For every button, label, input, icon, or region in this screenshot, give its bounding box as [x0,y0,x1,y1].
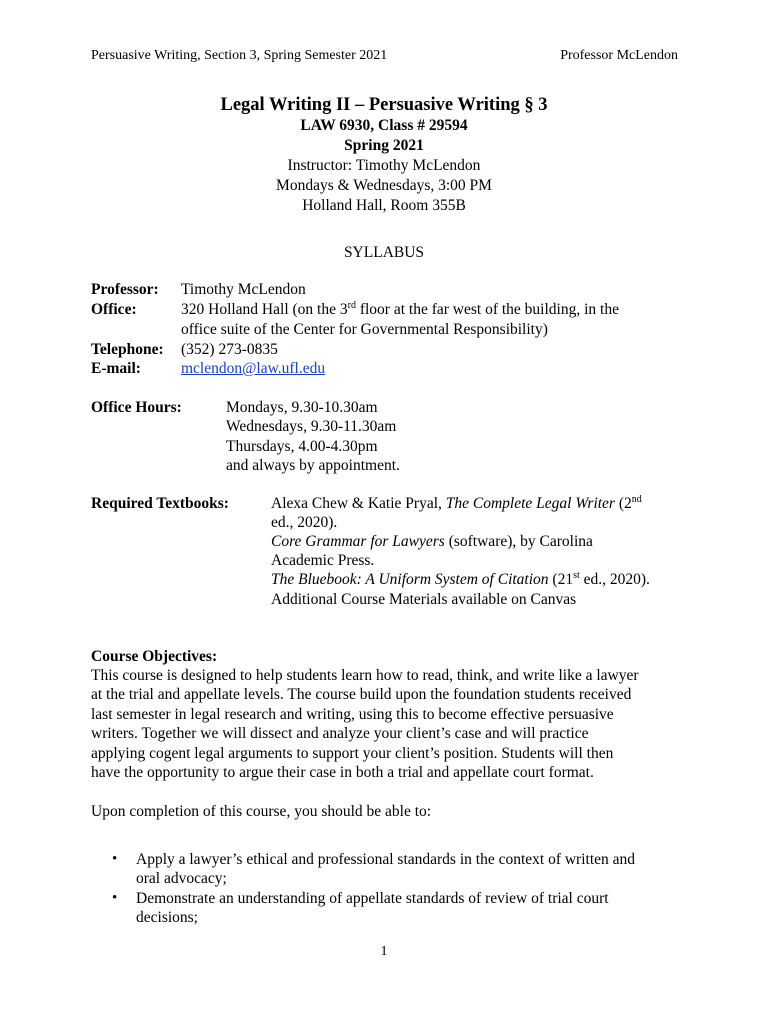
office-hours-line: Wednesdays, 9.30-11.30am [226,418,397,435]
objective-bullet-line: decisions; [136,909,198,926]
objectives-line: have the opportunity to argue their case in both a trial and appellate court format. [91,764,594,781]
objectives-heading: Course Objectives: [91,648,218,665]
textbook-1-line2: ed., 2020). [271,514,338,531]
office-value-line2: office suite of the Center for Governmental Responsibility) [181,321,548,338]
textbook-3: The Bluebook: A Uniform System of Citation (21st ed., 2020). [271,569,650,588]
email-link[interactable]: mclendon@law.ufl.edu [181,360,326,377]
office-label: Office: [91,301,137,318]
office-hours-line: Mondays, 9.30-10.30am [226,399,378,416]
course-title: Legal Writing II – Persuasive Writing § 3 [220,95,548,115]
objective-bullet-line: oral advocacy; [136,870,227,887]
objective-bullet-line: Apply a lawyer’s ethical and professional standards in the context of written and [136,851,636,868]
page-number: 1 [380,944,388,959]
objectives-line: This course is designed to help students learn how to read, think, and write like a lawyer [91,667,639,684]
objectives-line: writers. Together we will dissect and analyze your client’s case and will practice [91,725,589,742]
bullet-icon: • [112,890,118,906]
instructor-line: Instructor: Timothy McLendon [287,157,481,174]
telephone-label: Telephone: [91,341,164,358]
course-term: Spring 2021 [344,137,424,154]
objective-bullet-line: Demonstrate an understanding of appellate standards of review of trial court [136,890,609,907]
textbook-2: Core Grammar for Lawyers (software), by Carolina [271,533,593,550]
bullet-icon: • [112,851,118,867]
textbook-1: Alexa Chew & Katie Pryal, The Complete Legal Writer (2nd [271,493,642,512]
office-hours-label: Office Hours: [91,399,182,416]
email-value-wrap [181,359,681,379]
textbook-2-line2: Academic Press. [271,552,375,569]
running-header-right: Professor McLendon [560,48,678,63]
telephone-value: (352) 273-0835 [181,341,278,358]
office-hours-line: and always by appointment. [226,457,400,474]
room-line: Holland Hall, Room 355B [302,197,466,214]
office-value: 320 Holland Hall (on the 3rd floor at the far west of the building, in the [181,299,619,318]
objectives-line: applying cogent legal arguments to support your client’s position. Students will then [91,745,614,762]
office-hours-line: Thursdays, 4.00-4.30pm [226,438,378,455]
schedule-line: Mondays & Wednesdays, 3:00 PM [276,177,492,194]
professor-value: Timothy McLendon [181,281,306,298]
email-label: E-mail: [91,360,141,377]
completion-intro: Upon completion of this course, you should be able to: [91,803,432,820]
title-block [0,94,768,216]
professor-label: Professor: [91,281,159,298]
objectives-line: last semester in legal research and writing, using this to become effective persuasive [91,706,614,723]
objectives-line: at the trial and appellate levels. The course build upon the foundation students received [91,686,632,703]
syllabus-heading: SYLLABUS [343,244,425,261]
running-header-left: Persuasive Writing, Section 3, Spring Semester 2021 [91,48,388,63]
course-number: LAW 6930, Class # 29594 [300,117,468,134]
textbooks-label: Required Textbooks: [91,495,229,512]
textbook-additional: Additional Course Materials available on Canvas [271,591,577,608]
